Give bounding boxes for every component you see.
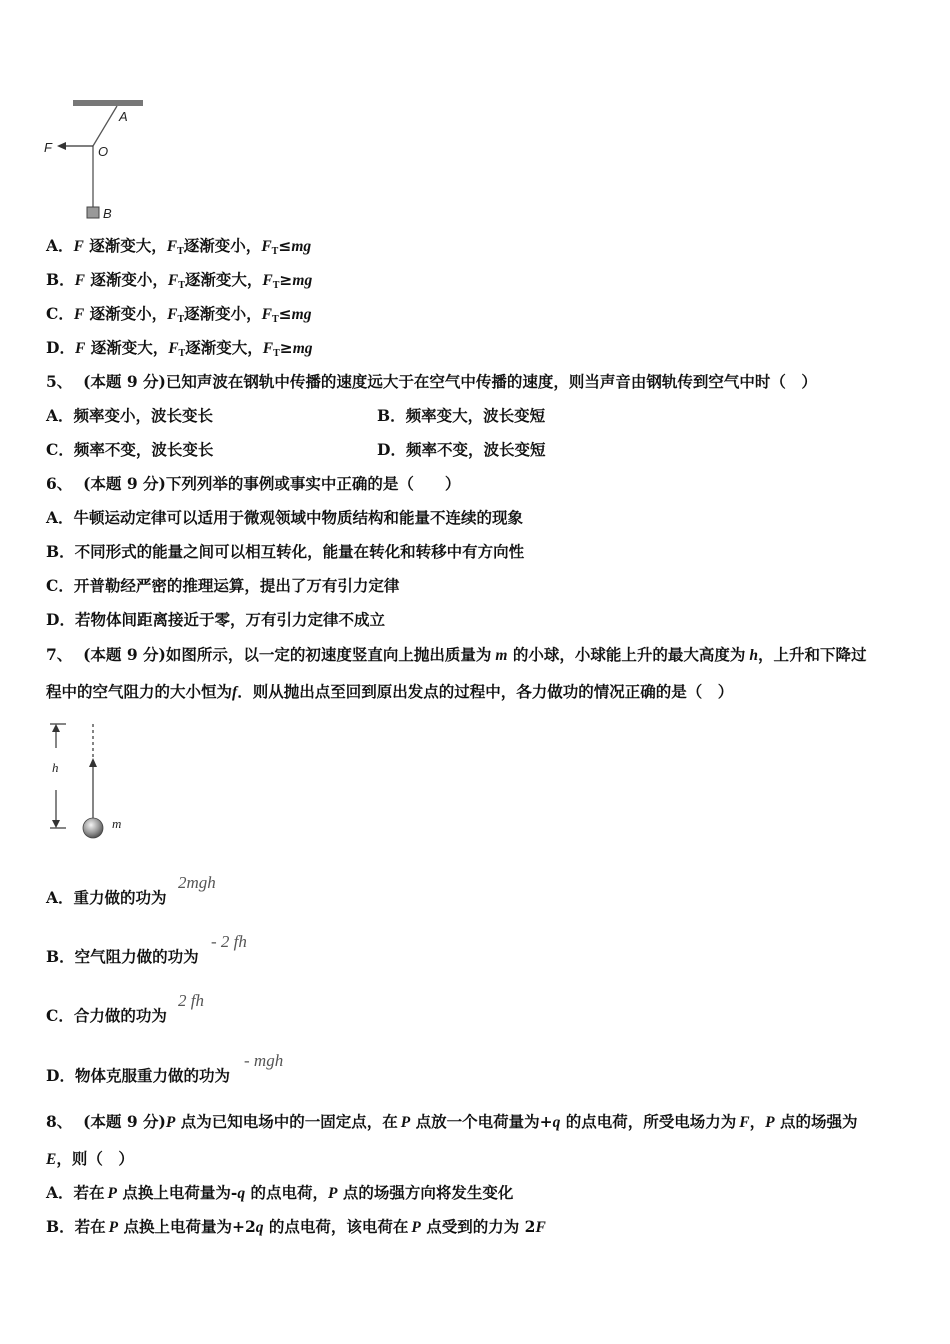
height-arrowhead-down xyxy=(52,820,60,828)
q4-option-d: D．F 逐渐变大，FT逐渐变大，FT≥mg xyxy=(46,338,313,359)
velocity-arrowhead xyxy=(89,758,97,767)
q4-option-b: B．F 逐渐变小，FT逐渐变大，FT≥mg xyxy=(46,270,313,291)
q7-stem-line2: 程中的空气阻力的大小恒为f．则从抛出点至回到原出发点的过程中，各力做功的情况正确的是（ ） xyxy=(46,682,734,701)
q6-option-a: A．牛顿运动定律可以适用于微观领域中物质结构和能量不连续的现象 xyxy=(46,508,524,527)
q6-option-c: C．开普勒经严密的推理运算，提出了万有引力定律 xyxy=(46,576,400,595)
ceiling xyxy=(73,100,143,106)
q7-option-a: A．重力做的功为 xyxy=(46,888,167,907)
q5-stem: 5、 (本题 9 分)已知声波在钢轨中传播的速度远大于在空气中传播的速度，则当声音由钢轨传到空气中时（ ） xyxy=(46,372,817,391)
q7-option-a-formula: 2mgh xyxy=(178,873,216,892)
q8-stem-line2: E，则（ ） xyxy=(46,1149,134,1168)
block-b xyxy=(87,207,99,218)
string-oa xyxy=(93,106,117,146)
label-f: F xyxy=(44,140,52,155)
q5-option-b: B．频率变大，波长变短 xyxy=(377,406,546,425)
q7-option-c: C．合力做的功为 xyxy=(46,1006,167,1025)
figure-pendulum xyxy=(40,96,160,226)
q8-option-b: B．若在 P 点换上电荷量为+2q 的点电荷，该电荷在 P 点受到的力为 2F xyxy=(46,1217,546,1236)
force-arrowhead xyxy=(57,142,66,150)
q6-stem: 6、 (本题 9 分)下列列举的事例或事实中正确的是（ ） xyxy=(46,474,461,493)
q6-option-b: B．不同形式的能量之间可以相互转化，能量在转化和转移中有方向性 xyxy=(46,542,525,561)
label-o: O xyxy=(98,144,109,159)
ball xyxy=(83,818,103,838)
q5-option-c: C．频率不变，波长变长 xyxy=(46,440,214,459)
label-a: A xyxy=(119,109,128,124)
q7-option-d-formula: - mgh xyxy=(244,1051,284,1070)
label-m: m xyxy=(112,816,122,831)
height-arrowhead-up xyxy=(52,724,60,732)
q7-option-b-formula: - 2 fh xyxy=(211,932,247,951)
figure-vertical-throw xyxy=(44,720,144,845)
q7-stem-line1: 7、 (本题 9 分)如图所示，以一定的初速度竖直向上抛出质量为 m 的小球，小球能上升的最大高度为 h，上升和下降过 xyxy=(46,645,867,664)
q8-stem-line1: 8、 (本题 9 分)P 点为已知电场中的一固定点，在 P 点放一个电荷量为+q 的点电荷，所受电场力为 F，P 点的场强为 xyxy=(46,1112,858,1131)
q7-option-c-formula: 2 fh xyxy=(178,991,204,1010)
q5-option-d: D．频率不变，波长变短 xyxy=(377,440,546,459)
label-b: B xyxy=(103,206,112,221)
q5-options-row2 xyxy=(46,440,906,460)
q7-option-b: B．空气阻力做的功为 xyxy=(46,947,199,966)
label-h: h xyxy=(52,760,59,775)
q4-option-c: C．F 逐渐变小，FT逐渐变小，FT≤mg xyxy=(46,304,312,325)
q5-options-row1 xyxy=(46,406,906,426)
q7-option-d: D．物体克服重力做的功为 xyxy=(46,1066,230,1085)
q6-option-d: D．若物体间距离接近于零，万有引力定律不成立 xyxy=(46,610,385,629)
q4-option-a: A．F 逐渐变大，FT逐渐变小，FT≤mg xyxy=(46,236,312,257)
q5-option-a: A．频率变小，波长变长 xyxy=(46,406,214,425)
q8-option-a: A．若在 P 点换上电荷量为-q 的点电荷，P 点的场强方向将发生变化 xyxy=(46,1183,514,1202)
